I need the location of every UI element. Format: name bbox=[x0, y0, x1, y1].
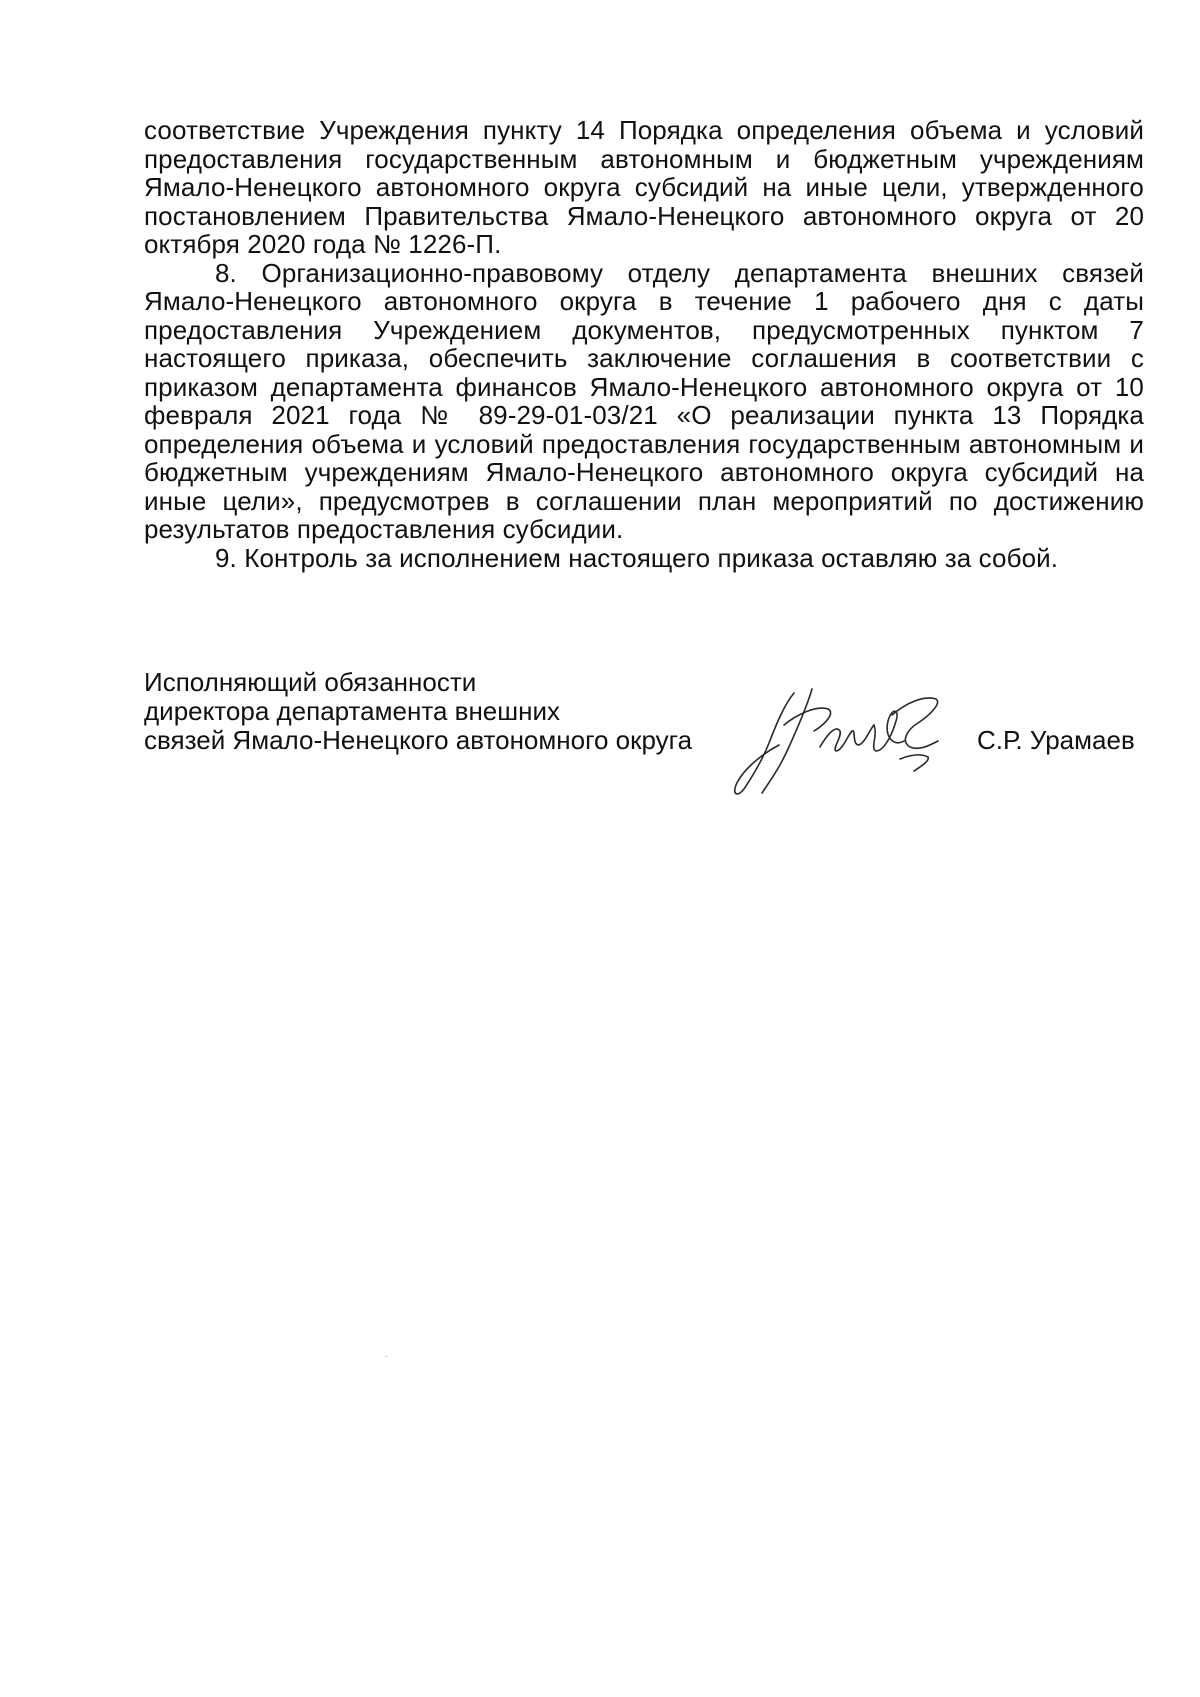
signer-position-line: Исполняющий обязанности bbox=[144, 667, 477, 697]
signature-block bbox=[144, 668, 1144, 808]
handwritten-signature bbox=[724, 685, 954, 800]
paragraph-continuation: соответствие Учреждения пункту 14 Порядка определения объема и условий предоставления государственным автономным и бюджетным учреждениям Ямало-Ненецкого автономного округа субсидий на иные цели, утвержденного постановлением Правительства Ямало-Ненецкого автономного округа от 20 октября 2020 года № 1226-П. bbox=[144, 115, 1144, 259]
signer-position bbox=[144, 668, 744, 755]
paragraph-item-9: 9. Контроль за исполнением настоящего приказа оставляю за собой. bbox=[215, 542, 1059, 573]
signer-name: С.Р. Урамаев bbox=[977, 725, 1135, 755]
document-body bbox=[144, 116, 1144, 572]
signer-position-line: связей Ямало-Ненецкого автономного округа bbox=[144, 725, 693, 755]
paragraph-item-8: 8. Организационно-правовому отделу департамента внешних связей Ямало-Ненецкого автономного округа в течение 1 рабочего дня с даты предоставления Учреждением документов, предусмотренных пунктом 7 настоящего приказа, обеспечить заключение соглашения в соответствии с приказом департамента финансов Ямало-Ненецкого автономного округа от 10 февраля 2021 года № 89-29-01-03/21 «О реализации пункта 13 Порядка определения объема и условий предоставления государственным автономным и бюджетным учреждениям Ямало-Ненецкого автономного округа субсидий на иные цели», предусмотрев в соглашении план мероприятий по достижению результатов предоставления субсидии. bbox=[144, 257, 1144, 544]
scan-artifact bbox=[385, 1356, 387, 1357]
signer-position-line: директора департамента внешних bbox=[144, 696, 560, 726]
